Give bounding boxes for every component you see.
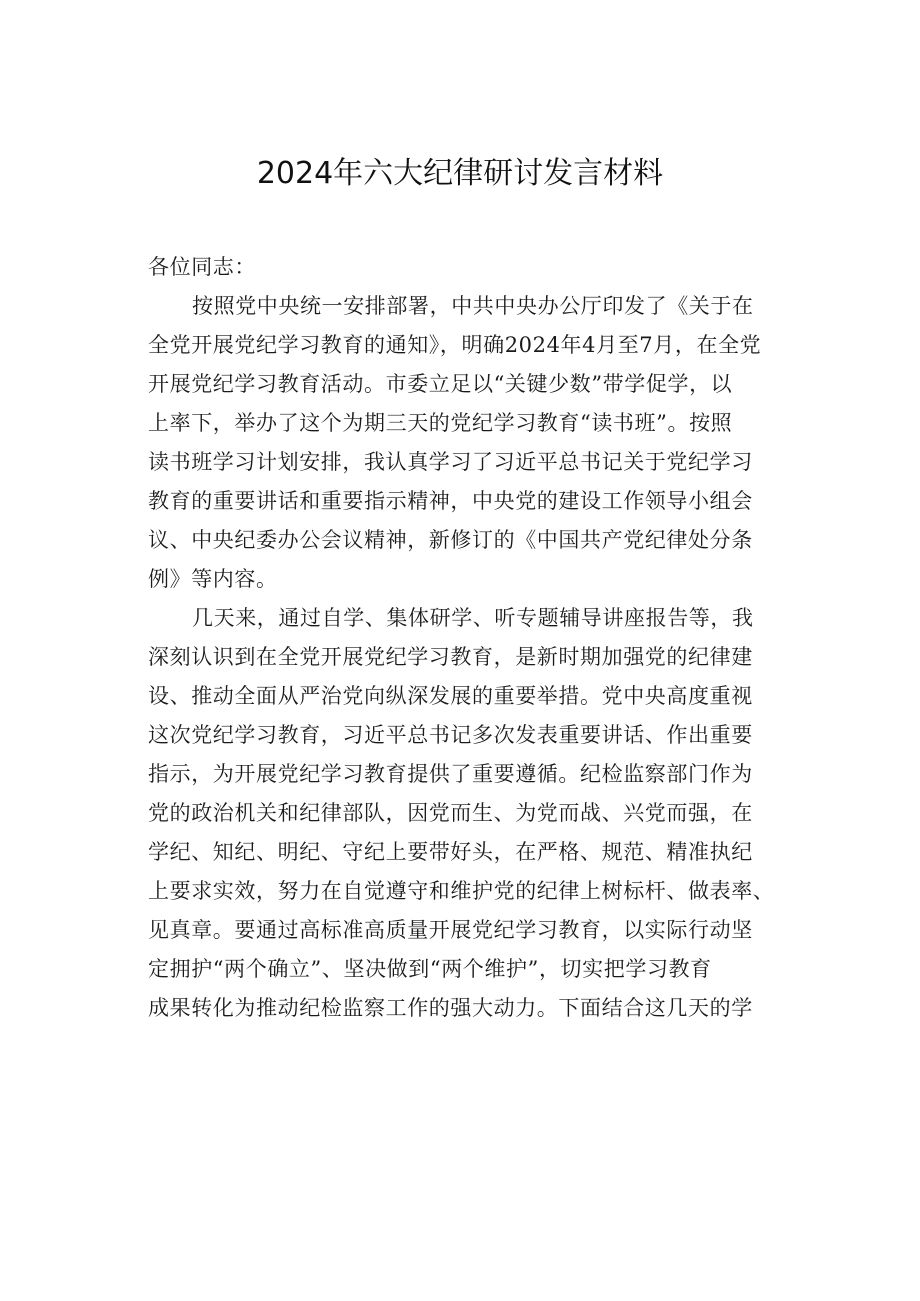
paragraph-line: 全党开展党纪学习教育的通知》，明确2024年4月至7月，在全党 (148, 333, 762, 357)
paragraph-line: 定拥护“两个确立”、坚决做到“两个维护”，切实把学习教育 (148, 957, 712, 981)
paragraph-2 (148, 599, 808, 1028)
paragraph-line: 上率下，举办了这个为期三天的党纪学习教育“读书班”。按照 (148, 411, 733, 435)
document-body (148, 248, 808, 1028)
paragraph-line: 成果转化为推动纪检监察工作的强大动力。下面结合这几天的学 (148, 996, 753, 1020)
paragraph-line: 上要求实效，努力在自觉遵守和维护党的纪律上树标杆、做表率、 (148, 879, 775, 903)
paragraph-1 (148, 287, 808, 599)
paragraph-line: 这次党纪学习教育，习近平总书记多次发表重要讲话、作出重要 (148, 723, 753, 747)
paragraph-line: 教育的重要讲话和重要指示精神，中央党的建设工作领导小组会 (148, 489, 753, 513)
paragraph-line: 开展党纪学习教育活动。市委立足以“关键少数”带学促学，以 (148, 372, 733, 396)
paragraph-line: 设、推动全面从严治党向纵深发展的重要举措。党中央高度重视 (148, 684, 753, 708)
paragraph-line: 见真章。要通过高标准高质量开展党纪学习教育，以实际行动坚 (148, 918, 753, 942)
paragraph-line: 指示，为开展党纪学习教育提供了重要遵循。纪检监察部门作为 (148, 762, 753, 786)
document-title: 2024年六大纪律研讨发言材料 (256, 156, 664, 191)
paragraph-line: 几天来，通过自学、集体研学、听专题辅导讲座报告等，我 (192, 606, 754, 630)
paragraph-line: 党的政治机关和纪律部队，因党而生、为党而战、兴党而强，在 (148, 801, 753, 825)
paragraph-line: 深刻认识到在全党开展党纪学习教育，是新时期加强党的纪律建 (148, 645, 753, 669)
paragraph-line: 按照党中央统一安排部署，中共中央办公厅印发了《关于在 (192, 294, 754, 318)
paragraph-line: 学纪、知纪、明纪、守纪上要带好头，在严格、规范、精准执纪 (148, 840, 753, 864)
paragraph-line: 例》等内容。 (148, 567, 278, 591)
paragraph-line: 议、中央纪委办公会议精神，新修订的《中国共产党纪律处分条 (148, 528, 753, 552)
salutation: 各位同志： (148, 255, 256, 279)
paragraph-line: 读书班学习计划安排，我认真学习了习近平总书记关于党纪学习 (148, 450, 753, 474)
